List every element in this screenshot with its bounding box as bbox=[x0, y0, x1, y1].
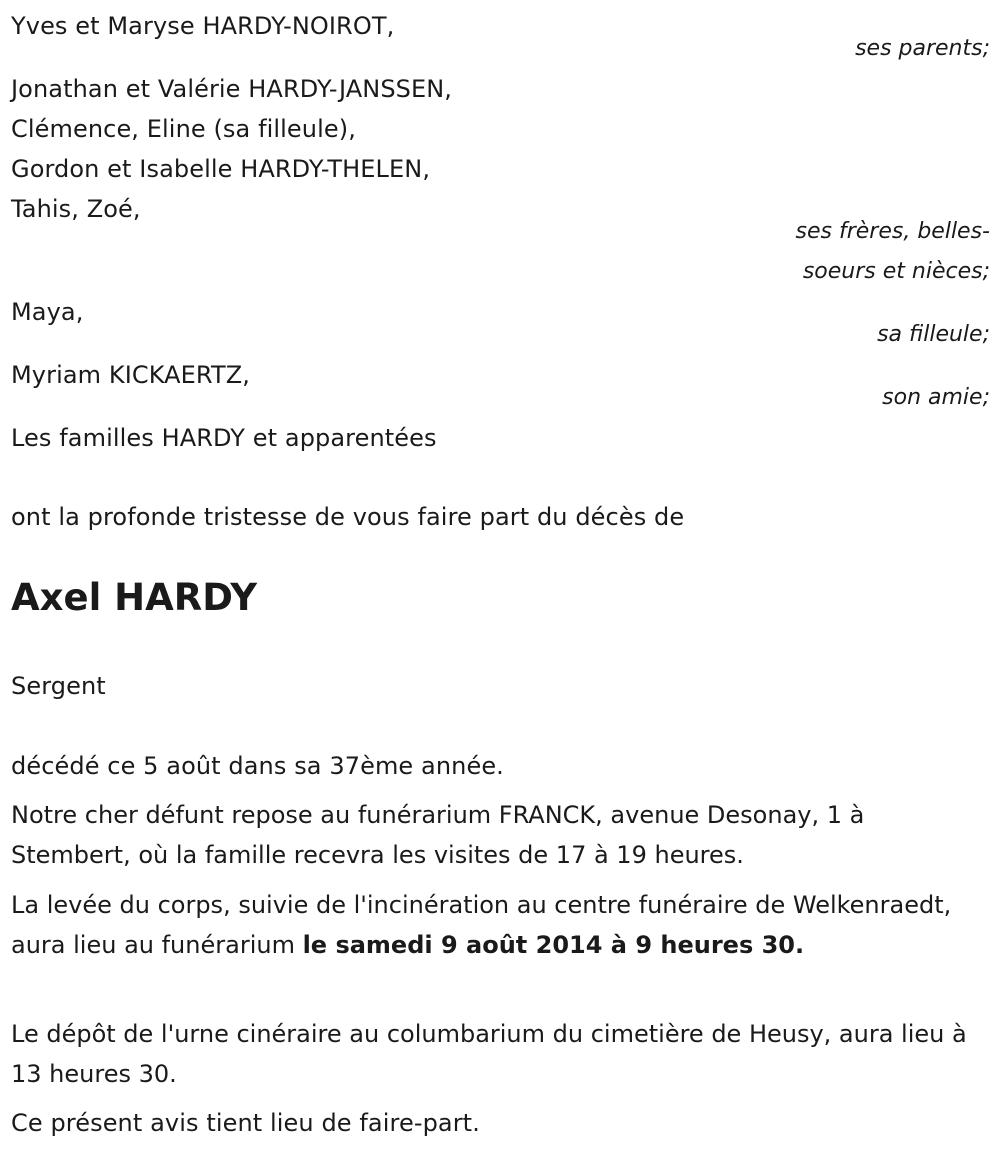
siblings-relation-line-1: ses frères, belles- bbox=[795, 219, 990, 244]
parents-names: Yves et Maryse HARDY-NOIROT, bbox=[11, 12, 395, 40]
death-info: décédé ce 5 août dans sa 37ème année. bbox=[11, 752, 504, 780]
families-line: Les familles HARDY et apparentées bbox=[11, 424, 437, 452]
sibling-line-2: Clémence, Eline (sa filleule), bbox=[11, 115, 356, 143]
sibling-line-3: Gordon et Isabelle HARDY-THELEN, bbox=[11, 155, 431, 183]
ceremony-paragraph bbox=[11, 885, 986, 965]
ceremony-date: le samedi 9 août 2014 à 9 heures 30. bbox=[302, 931, 805, 959]
deceased-rank: Sergent bbox=[11, 672, 106, 700]
urn-paragraph: Le dépôt de l'urne cinéraire au columbarium du cimetière de Heusy, aura lieu à 13 heures 30. bbox=[11, 1020, 967, 1088]
parents-relation: ses parents; bbox=[855, 36, 990, 61]
visitation-paragraph: Notre cher défunt repose au funérarium FRANCK, avenue Desonay, 1 à Stembert, où la famille recevra les visites de 17 à 19 heures. bbox=[11, 801, 865, 869]
closing-line: Ce présent avis tient lieu de faire-part. bbox=[11, 1109, 480, 1137]
ceremony-text: La levée du corps, suivie de l'incinération au centre funéraire de Welkenraedt, aura lieu au funérarium bbox=[11, 891, 952, 959]
sibling-line-1: Jonathan et Valérie HARDY-JANSSEN, bbox=[11, 75, 453, 103]
siblings-relation-line-2: soeurs et nièces; bbox=[802, 259, 990, 284]
announcement-text: ont la profonde tristesse de vous faire part du décès de bbox=[11, 503, 685, 531]
friend-relation: son amie; bbox=[882, 385, 990, 410]
sibling-line-4: Tahis, Zoé, bbox=[11, 195, 141, 223]
deceased-name: Axel HARDY bbox=[11, 576, 258, 619]
goddaughter-name: Maya, bbox=[11, 298, 84, 326]
friend-name: Myriam KICKAERTZ, bbox=[11, 361, 250, 389]
goddaughter-relation: sa filleule; bbox=[877, 322, 990, 347]
